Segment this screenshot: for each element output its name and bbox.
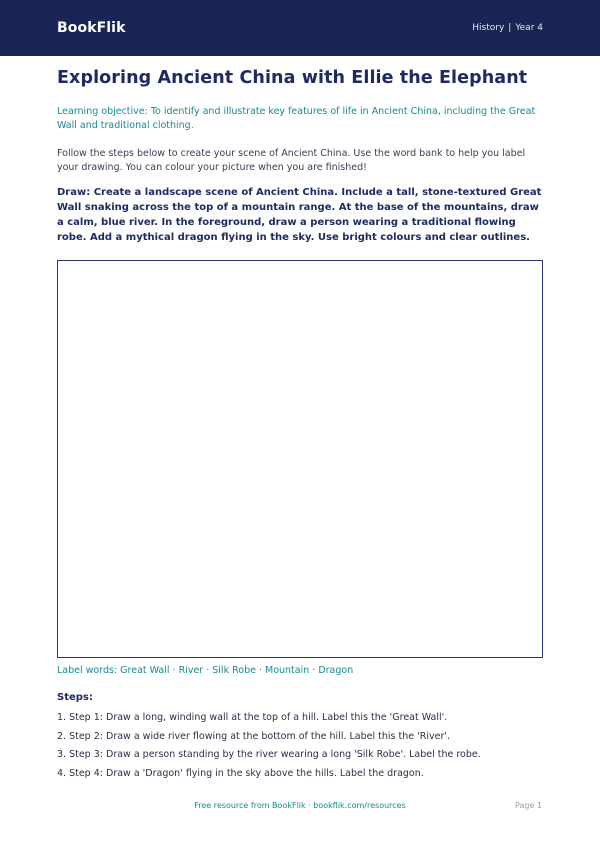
page-footer <box>0 801 600 815</box>
drawing-area[interactable] <box>57 260 543 658</box>
step-item: 4. Step 4: Draw a 'Dragon' flying in the sky above the hills. Label the dragon. <box>57 767 424 779</box>
year-label: Year 4 <box>515 23 543 33</box>
intro-text: Follow the steps below to create your scene of Ancient China. Use the word bank to help you label your drawing. You can colour your picture when you are finished! <box>57 148 526 173</box>
footer-credit: Free resource from BookFlik · bookflik.com/resources <box>194 801 406 810</box>
page-number: Page 1 <box>515 801 542 810</box>
header-meta <box>472 23 543 33</box>
learning-objective: Learning objective: To identify and illustrate key features of life in Ancient China, including the Great Wall and traditional clothing. <box>57 106 536 131</box>
steps-list <box>57 711 543 780</box>
label-word-bank: Label words: Great Wall · River · Silk Robe · Mountain · Dragon <box>57 665 354 676</box>
meta-separator: | <box>508 23 512 33</box>
step-item: 3. Step 3: Draw a person standing by the river wearing a long 'Silk Robe'. Label the robe. <box>57 749 481 760</box>
page-title: Exploring Ancient China with Ellie the Elephant <box>57 68 528 88</box>
step-item: 1. Step 1: Draw a long, winding wall at the top of a hill. Label this the 'Great Wall'. <box>57 712 448 723</box>
worksheet-content <box>0 67 600 780</box>
steps-heading: Steps: <box>57 692 93 703</box>
subject-label: History <box>472 23 505 33</box>
step-item: 2. Step 2: Draw a wide river flowing at the bottom of the hill. Label this the 'River'. <box>57 730 450 742</box>
page-header <box>0 0 600 56</box>
draw-instruction: Draw: Create a landscape scene of Ancient China. Include a tall, stone-textured Great Wall snaking across the top of a mountain range. At the base of the mountains, draw a calm, blue river. In the foreground, draw a person wearing a traditional flowing robe. Add a mythical dragon flying in the sky. Use bright colours and clear outlines. <box>57 187 542 243</box>
brand-logo: BookFlik <box>57 20 126 36</box>
